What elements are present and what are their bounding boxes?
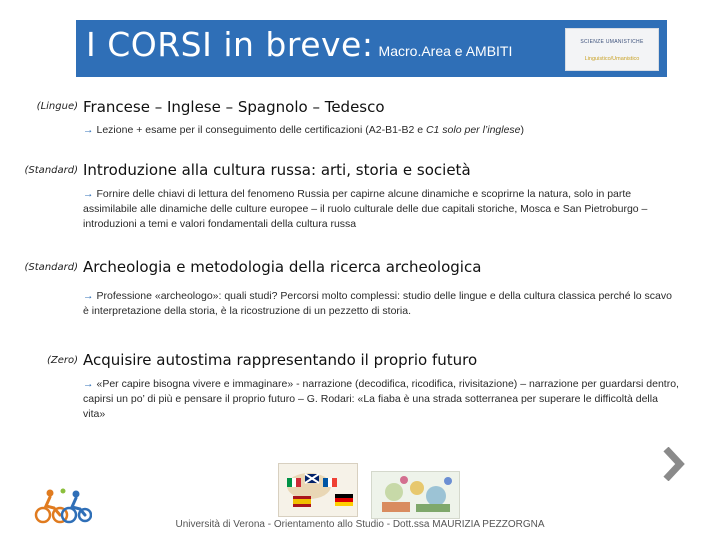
course-desc-russia: → Fornire delle chiavi di lettura del fenomeno Russia per capirne alcune dinamiche e scoprirne la natura, solo in parte assimilabile alle dinamiche delle culture europee – il ruolo culturale delle due capitali storiche, Mosca e San Pietroburgo – introduzioni a temi e valori fondamentali della cultura russa xyxy=(83,188,648,230)
course-tag-lingue: (Lingue) xyxy=(36,101,78,112)
page-title xyxy=(86,25,512,64)
header-banner xyxy=(76,20,667,77)
course-title-lingue: Francese – Inglese – Spagnolo – Tedesco xyxy=(83,98,385,116)
badge-line-1: SCIENZE UMANISTICHE xyxy=(580,39,644,45)
arrow-icon: → xyxy=(83,124,94,136)
course-title-archeologia: Archeologia e metodologia della ricerca archeologica xyxy=(83,258,482,276)
course-tag-russia: (Standard) xyxy=(24,165,78,176)
course-title-russia: Introduzione alla cultura russa: arti, storia e società xyxy=(83,161,471,179)
page-title-main: I CORSI in breve: xyxy=(86,25,374,64)
footer-credit: Università di Verona - Orientamento allo Studio - Dott.ssa MAURIZIA PEZZORGNA xyxy=(175,519,545,530)
flags-illustration xyxy=(278,463,358,517)
chevron-right-icon[interactable] xyxy=(660,447,686,481)
page-title-sub: Macro.Area e AMBITI xyxy=(378,43,513,59)
arrow-icon: → xyxy=(83,188,94,200)
course-desc-lingue: → Lezione + esame per il conseguimento delle certificazioni (A2-B1-B2 e C1 solo per l’inglese) xyxy=(83,124,525,136)
arrow-icon: → xyxy=(83,378,94,390)
course-tag-archeologia: (Standard) xyxy=(24,262,78,273)
course-tag-zero: (Zero) xyxy=(46,355,78,366)
course-desc-archeologia: → Professione «archeologo»: quali studi? Percorsi molto complessi: studio delle lingue e della cultura classica perché lo scavo è interpretazione della storia, è la ricostruzione di un pezzetto di storia. xyxy=(83,290,672,317)
arrow-icon: → xyxy=(83,290,94,302)
area-badge xyxy=(565,28,659,71)
course-title-autostima: Acquisire autostima rappresentando il proprio futuro xyxy=(83,351,478,369)
collage-illustration xyxy=(371,471,460,519)
badge-line-2: Linguistico/Umanistico xyxy=(584,56,640,62)
course-desc-autostima: → «Per capire bisogna vivere e immaginare» - narrazione (decodifica, ricodifica, rivisitazione) – narrazione per guardarsi dentro, capirsi un po’ di più e pensare il proprio futuro – G. Rodari: «La fiaba è una strada sotterranea per superare le difficoltà della vita» xyxy=(83,378,679,420)
